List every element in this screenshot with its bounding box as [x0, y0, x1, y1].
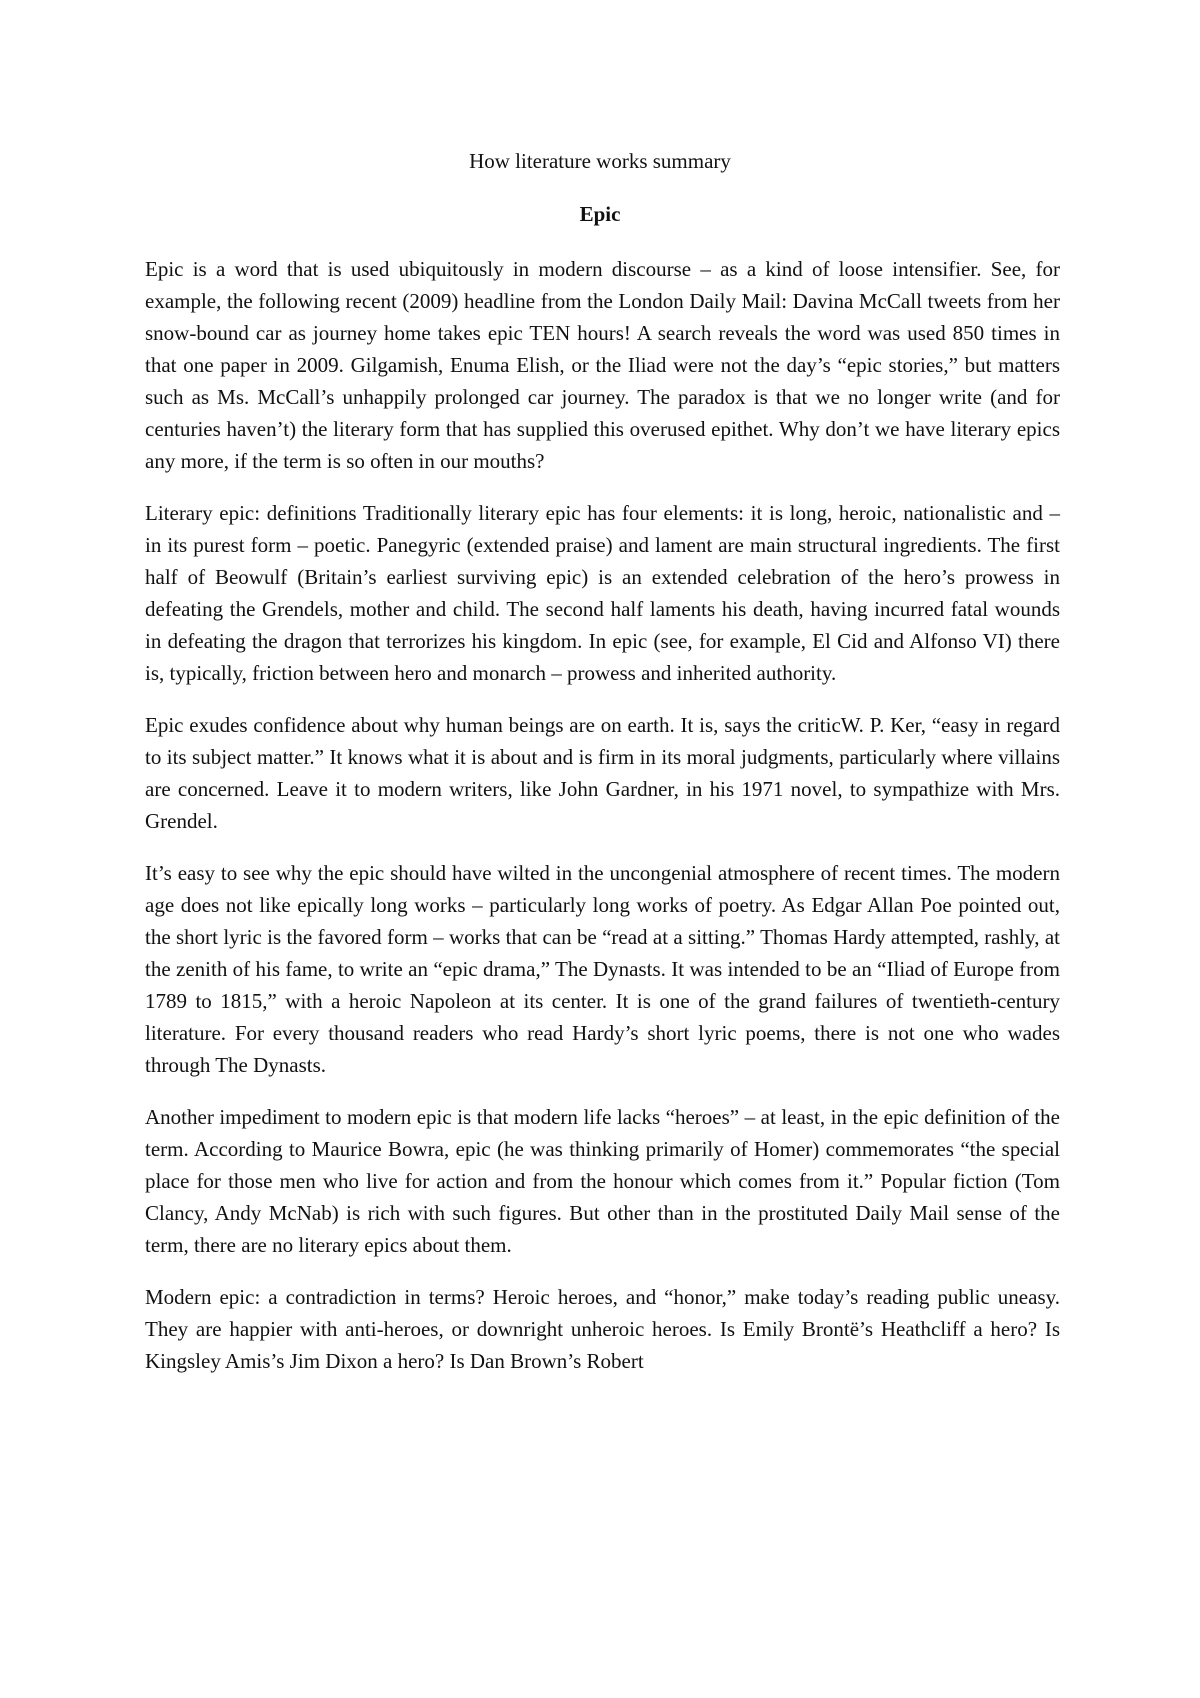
document-body: [145, 253, 1060, 1397]
paragraph: Another impediment to modern epic is that modern life lacks “heroes” – at least, in the epic definition of the term. According to Maurice Bowra, epic (he was thinking primarily of Homer) commemorates “the special place for those men who live for action and from the honour which comes from it.” Popular fiction (Tom Clancy, Andy McNab) is rich with such figures. But other than in the prostituted Daily Mail sense of the term, there are no literary epics about them.: [145, 1105, 1060, 1257]
paragraph: It’s easy to see why the epic should have wilted in the uncongenial atmosphere of recent times. The modern age does not like epically long works – particularly long works of poetry. As Edgar Allan Poe pointed out, the short lyric is the favored form – works that can be “read at a sitting.” Thomas Hardy attempted, rashly, at the zenith of his fame, to write an “epic drama,” The Dynasts. It was intended to be an “Iliad of Europe from 1789 to 1815,” with a heroic Napoleon at its center. It is one of the grand failures of twentieth-century literature. For every thousand readers who read Hardy’s short lyric poems, there is not one who wades through The Dynasts.: [145, 861, 1060, 1077]
paragraph: Literary epic: definitions Traditionally literary epic has four elements: it is long, heroic, nationalistic and – in its purest form – poetic. Panegyric (extended praise) and lament are main structural ingredients. The first half of Beowulf (Britain’s earliest surviving epic) is an extended celebration of the hero’s prowess in defeating the Grendels, mother and child. The second half laments his death, having incurred fatal wounds in defeating the dragon that terrorizes his kingdom. In epic (see, for example, El Cid and Alfonso VI) there is, typically, friction between hero and monarch – prowess and inherited authority.: [145, 501, 1060, 685]
paragraph: Epic is a word that is used ubiquitously in modern discourse – as a kind of loose intensifier. See, for example, the following recent (2009) headline from the London Daily Mail: Davina McCall tweets from her snow-bound car as journey home takes epic TEN hours! A search reveals the word was used 850 times in that one paper in 2009. Gilgamish, Enuma Elish, or the Iliad were not the day’s “epic stories,” but matters such as Ms. McCall’s unhappily prolonged car journey. The paradox is that we no longer write (and for centuries haven’t) the literary form that has supplied this overused epithet. Why don’t we have literary epics any more, if the term is so often in our mouths?: [145, 257, 1060, 473]
paragraph: Epic exudes confidence about why human beings are on earth. It is, says the criticW. P. Ker, “easy in regard to its subject matter.” It knows what it is about and is firm in its moral judgments, particularly where villains are concerned. Leave it to modern writers, like John Gardner, in his 1971 novel, to sympathize with Mrs. Grendel.: [145, 713, 1060, 833]
paragraph: Modern epic: a contradiction in terms? Heroic heroes, and “honor,” make today’s reading public uneasy. They are happier with anti-heroes, or downright unheroic heroes. Is Emily Brontë’s Heathcliff a hero? Is Kingsley Amis’s Jim Dixon a hero? Is Dan Brown’s Robert: [145, 1285, 1060, 1373]
section-heading: Epic: [579, 202, 621, 226]
document-title: How literature works summary: [469, 149, 731, 173]
